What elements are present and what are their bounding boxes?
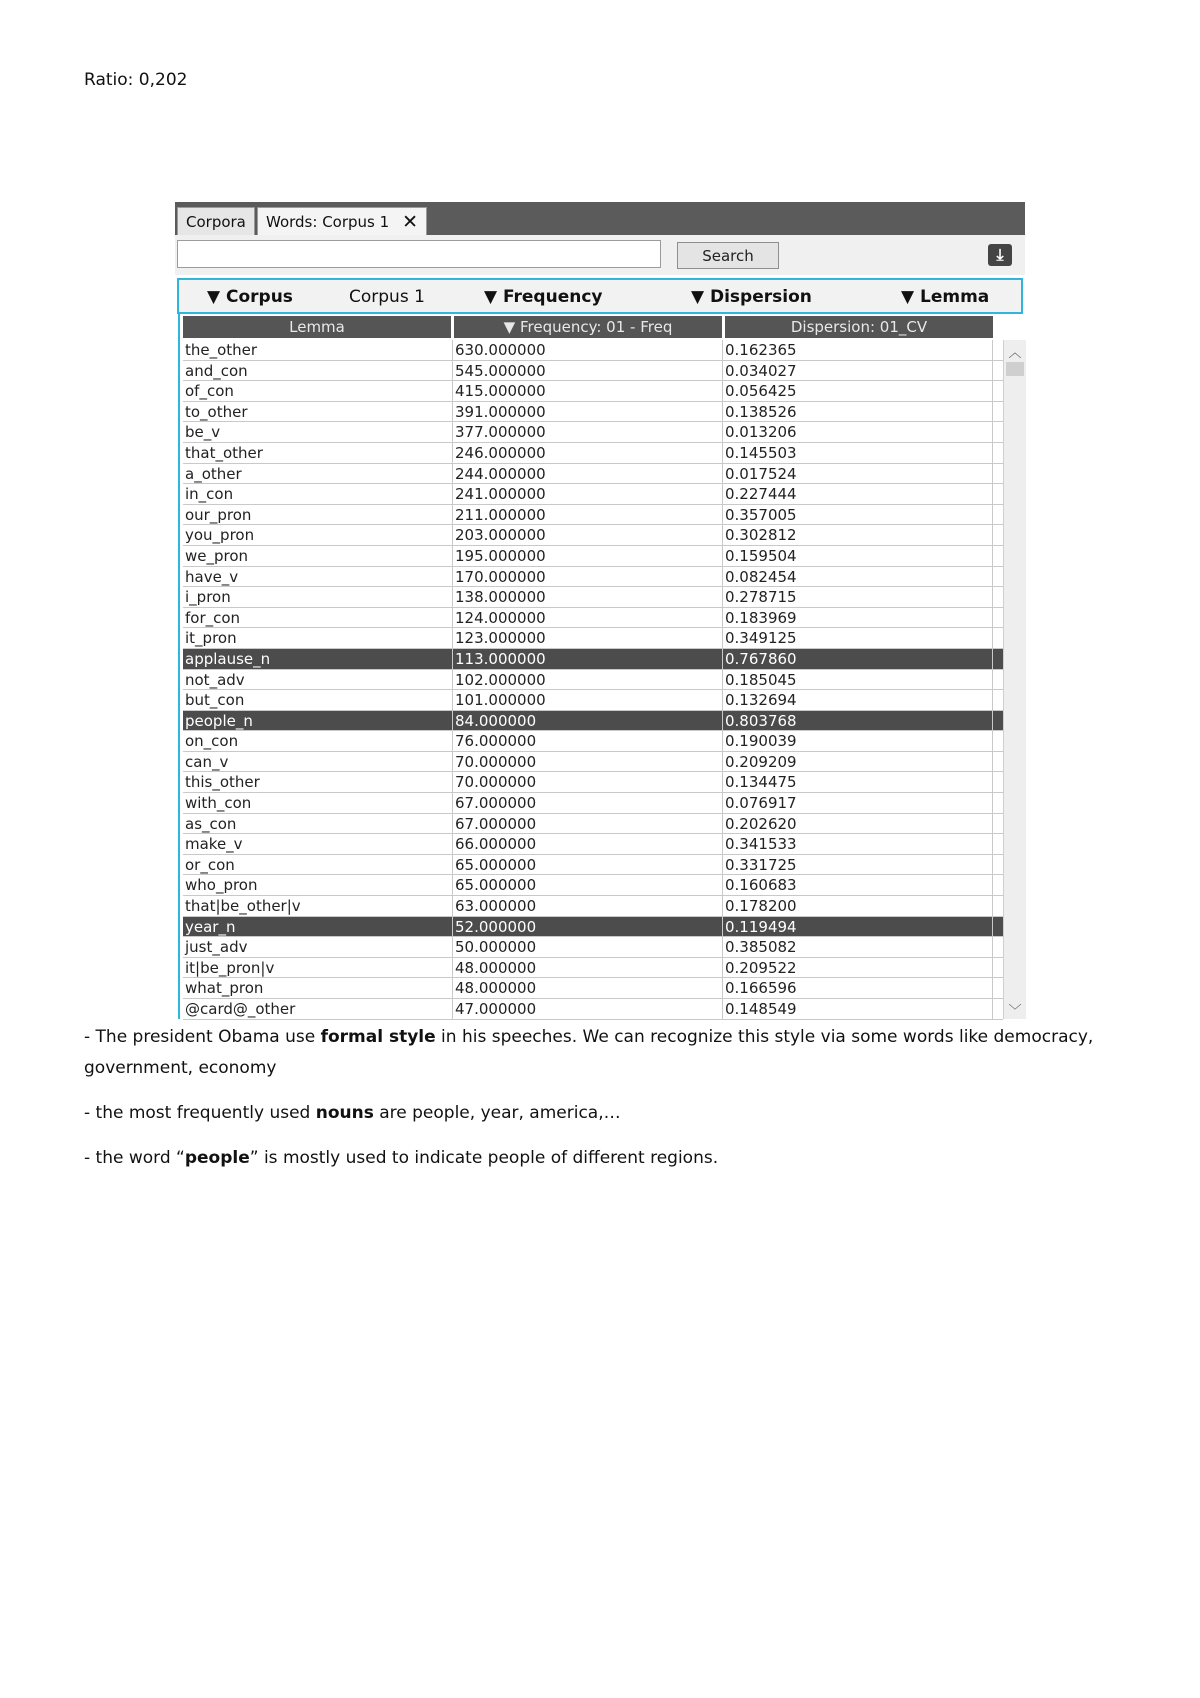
cell-frequency: 102.000000 <box>453 670 723 690</box>
cell-lemma: @card@_other <box>183 999 453 1019</box>
cell-dispersion: 0.385082 <box>723 937 993 957</box>
table-row[interactable] <box>183 649 1003 670</box>
table-row[interactable] <box>183 340 1003 361</box>
table-row[interactable] <box>183 937 1003 958</box>
cell-dispersion: 0.134475 <box>723 772 993 792</box>
cell-dispersion: 0.056425 <box>723 381 993 401</box>
cell-dispersion: 0.227444 <box>723 484 993 504</box>
cell-lemma: it|be_pron|v <box>183 958 453 978</box>
cell-frequency: 170.000000 <box>453 567 723 587</box>
cell-frequency: 65.000000 <box>453 875 723 895</box>
cell-lemma: make_v <box>183 834 453 854</box>
cell-dispersion: 0.341533 <box>723 834 993 854</box>
software-screenshot <box>175 202 1025 1019</box>
table-row[interactable] <box>183 752 1003 773</box>
sort-frequency[interactable]: ▼ Frequency <box>484 287 603 307</box>
table-row[interactable] <box>183 731 1003 752</box>
cell-frequency: 244.000000 <box>453 464 723 484</box>
cell-dispersion: 0.183969 <box>723 608 993 628</box>
table-row[interactable] <box>183 999 1003 1020</box>
note-people: - the word “people” is mostly used to indicate people of different regions. <box>84 1148 719 1168</box>
results-table <box>178 314 1025 1019</box>
cell-frequency: 52.000000 <box>453 917 723 937</box>
cell-frequency: 70.000000 <box>453 772 723 792</box>
cell-lemma: this_other <box>183 772 453 792</box>
cell-lemma: i_pron <box>183 587 453 607</box>
table-row[interactable] <box>183 464 1003 485</box>
cell-frequency: 124.000000 <box>453 608 723 628</box>
column-header-lemma[interactable]: Lemma <box>183 316 451 338</box>
cell-lemma: who_pron <box>183 875 453 895</box>
cell-dispersion: 0.767860 <box>723 649 993 669</box>
cell-frequency: 545.000000 <box>453 361 723 381</box>
cell-frequency: 63.000000 <box>453 896 723 916</box>
cell-frequency: 67.000000 <box>453 814 723 834</box>
cell-lemma: we_pron <box>183 546 453 566</box>
sort-lemma[interactable]: ▼ Lemma <box>901 287 990 307</box>
cell-frequency: 48.000000 <box>453 958 723 978</box>
cell-dispersion: 0.178200 <box>723 896 993 916</box>
note-formal-style: - The president Obama use formal style in his speeches. We can recognize this style via some words like democracy, government, economy <box>84 1027 1094 1078</box>
table-row[interactable] <box>183 670 1003 691</box>
cell-lemma: can_v <box>183 752 453 772</box>
cell-dispersion: 0.302812 <box>723 525 993 545</box>
close-icon[interactable]: ✕ <box>402 211 418 233</box>
cell-lemma: our_pron <box>183 505 453 525</box>
notes <box>84 1022 1144 1188</box>
table-row[interactable] <box>183 546 1003 567</box>
cell-dispersion: 0.185045 <box>723 670 993 690</box>
cell-lemma: year_n <box>183 917 453 937</box>
table-row[interactable] <box>183 505 1003 526</box>
table-row[interactable] <box>183 772 1003 793</box>
tab-words-corpus[interactable] <box>257 207 427 235</box>
cell-lemma: what_pron <box>183 978 453 998</box>
cell-dispersion: 0.166596 <box>723 978 993 998</box>
search-input[interactable] <box>177 240 661 268</box>
cell-dispersion: 0.357005 <box>723 505 993 525</box>
export-icon[interactable]: ⤓ <box>988 244 1012 266</box>
cell-lemma: but_con <box>183 690 453 710</box>
cell-frequency: 415.000000 <box>453 381 723 401</box>
tab-bar <box>175 202 1025 235</box>
sort-corpus[interactable]: ▼ Corpus <box>207 287 293 307</box>
cell-frequency: 246.000000 <box>453 443 723 463</box>
table-row[interactable] <box>183 422 1003 443</box>
cell-dispersion: 0.331725 <box>723 855 993 875</box>
table-row[interactable] <box>183 958 1003 979</box>
table-body <box>183 340 1003 1020</box>
cell-frequency: 76.000000 <box>453 731 723 751</box>
cell-frequency: 101.000000 <box>453 690 723 710</box>
cell-lemma: of_con <box>183 381 453 401</box>
sort-bar <box>177 278 1023 314</box>
cell-dispersion: 0.148549 <box>723 999 993 1019</box>
cell-lemma: that_other <box>183 443 453 463</box>
cell-frequency: 203.000000 <box>453 525 723 545</box>
cell-frequency: 47.000000 <box>453 999 723 1019</box>
vertical-scrollbar[interactable] <box>1003 340 1026 1019</box>
table-row[interactable] <box>183 793 1003 814</box>
cell-frequency: 377.000000 <box>453 422 723 442</box>
cell-frequency: 70.000000 <box>453 752 723 772</box>
table-row[interactable] <box>183 628 1003 649</box>
table-row[interactable] <box>183 443 1003 464</box>
sort-dispersion[interactable]: ▼ Dispersion <box>691 287 812 307</box>
table-row[interactable] <box>183 834 1003 855</box>
cell-dispersion: 0.076917 <box>723 793 993 813</box>
cell-lemma: not_adv <box>183 670 453 690</box>
tab-corpora[interactable]: Corpora <box>177 207 255 235</box>
cell-frequency: 195.000000 <box>453 546 723 566</box>
cell-lemma: and_con <box>183 361 453 381</box>
cell-dispersion: 0.145503 <box>723 443 993 463</box>
cell-lemma: just_adv <box>183 937 453 957</box>
cell-dispersion: 0.160683 <box>723 875 993 895</box>
cell-lemma: to_other <box>183 402 453 422</box>
cell-dispersion: 0.349125 <box>723 628 993 648</box>
scroll-thumb[interactable] <box>1006 362 1024 376</box>
cell-frequency: 241.000000 <box>453 484 723 504</box>
table-row[interactable] <box>183 855 1003 876</box>
cell-lemma: for_con <box>183 608 453 628</box>
table-row[interactable] <box>183 402 1003 423</box>
cell-dispersion: 0.162365 <box>723 340 993 360</box>
cell-dispersion: 0.082454 <box>723 567 993 587</box>
table-row[interactable] <box>183 711 1003 732</box>
table-row[interactable] <box>183 484 1003 505</box>
cell-frequency: 138.000000 <box>453 587 723 607</box>
column-header-dispersion[interactable]: Dispersion: 01_CV <box>725 316 993 338</box>
table-row[interactable] <box>183 814 1003 835</box>
table-row[interactable] <box>183 875 1003 896</box>
cell-lemma: or_con <box>183 855 453 875</box>
note-nouns: - the most frequently used nouns are people, year, america,… <box>84 1103 621 1123</box>
cell-frequency: 84.000000 <box>453 711 723 731</box>
cell-frequency: 66.000000 <box>453 834 723 854</box>
cell-lemma: a_other <box>183 464 453 484</box>
cell-lemma: you_pron <box>183 525 453 545</box>
cell-dispersion: 0.209209 <box>723 752 993 772</box>
cell-lemma: as_con <box>183 814 453 834</box>
table-row[interactable] <box>183 567 1003 588</box>
cell-lemma: with_con <box>183 793 453 813</box>
cell-dispersion: 0.803768 <box>723 711 993 731</box>
ratio-text: Ratio: 0,202 <box>84 70 188 90</box>
cell-frequency: 113.000000 <box>453 649 723 669</box>
cell-dispersion: 0.013206 <box>723 422 993 442</box>
table-row[interactable] <box>183 608 1003 629</box>
table-row[interactable] <box>183 896 1003 917</box>
cell-frequency: 48.000000 <box>453 978 723 998</box>
table-row[interactable] <box>183 525 1003 546</box>
cell-frequency: 65.000000 <box>453 855 723 875</box>
cell-dispersion: 0.132694 <box>723 690 993 710</box>
table-row[interactable] <box>183 917 1003 938</box>
table-row[interactable] <box>183 978 1003 999</box>
cell-dispersion: 0.017524 <box>723 464 993 484</box>
cell-dispersion: 0.119494 <box>723 917 993 937</box>
table-row[interactable] <box>183 381 1003 402</box>
cell-lemma: people_n <box>183 711 453 731</box>
cell-frequency: 123.000000 <box>453 628 723 648</box>
table-row[interactable] <box>183 361 1003 382</box>
cell-dispersion: 0.278715 <box>723 587 993 607</box>
cell-frequency: 211.000000 <box>453 505 723 525</box>
cell-frequency: 50.000000 <box>453 937 723 957</box>
cell-dispersion: 0.209522 <box>723 958 993 978</box>
column-header-frequency[interactable]: ▼ Frequency: 01 - Freq <box>454 316 722 338</box>
cell-lemma: it_pron <box>183 628 453 648</box>
cell-dispersion: 0.190039 <box>723 731 993 751</box>
cell-lemma: have_v <box>183 567 453 587</box>
sort-corpus-value: Corpus 1 <box>349 287 425 307</box>
search-button[interactable]: Search <box>677 242 779 269</box>
cell-lemma: be_v <box>183 422 453 442</box>
cell-frequency: 67.000000 <box>453 793 723 813</box>
scroll-down-icon[interactable]: ﹀ <box>1008 1004 1022 1019</box>
cell-dispersion: 0.202620 <box>723 814 993 834</box>
cell-dispersion: 0.159504 <box>723 546 993 566</box>
cell-lemma: that|be_other|v <box>183 896 453 916</box>
tab-words-label: Words: Corpus 1 <box>266 213 390 231</box>
cell-lemma: the_other <box>183 340 453 360</box>
cell-frequency: 391.000000 <box>453 402 723 422</box>
scroll-up-icon[interactable]: ︿ <box>1008 346 1022 361</box>
cell-dispersion: 0.034027 <box>723 361 993 381</box>
table-row[interactable] <box>183 587 1003 608</box>
table-row[interactable] <box>183 690 1003 711</box>
search-row <box>175 235 1025 275</box>
cell-lemma: on_con <box>183 731 453 751</box>
cell-dispersion: 0.138526 <box>723 402 993 422</box>
cell-lemma: applause_n <box>183 649 453 669</box>
cell-lemma: in_con <box>183 484 453 504</box>
cell-frequency: 630.000000 <box>453 340 723 360</box>
